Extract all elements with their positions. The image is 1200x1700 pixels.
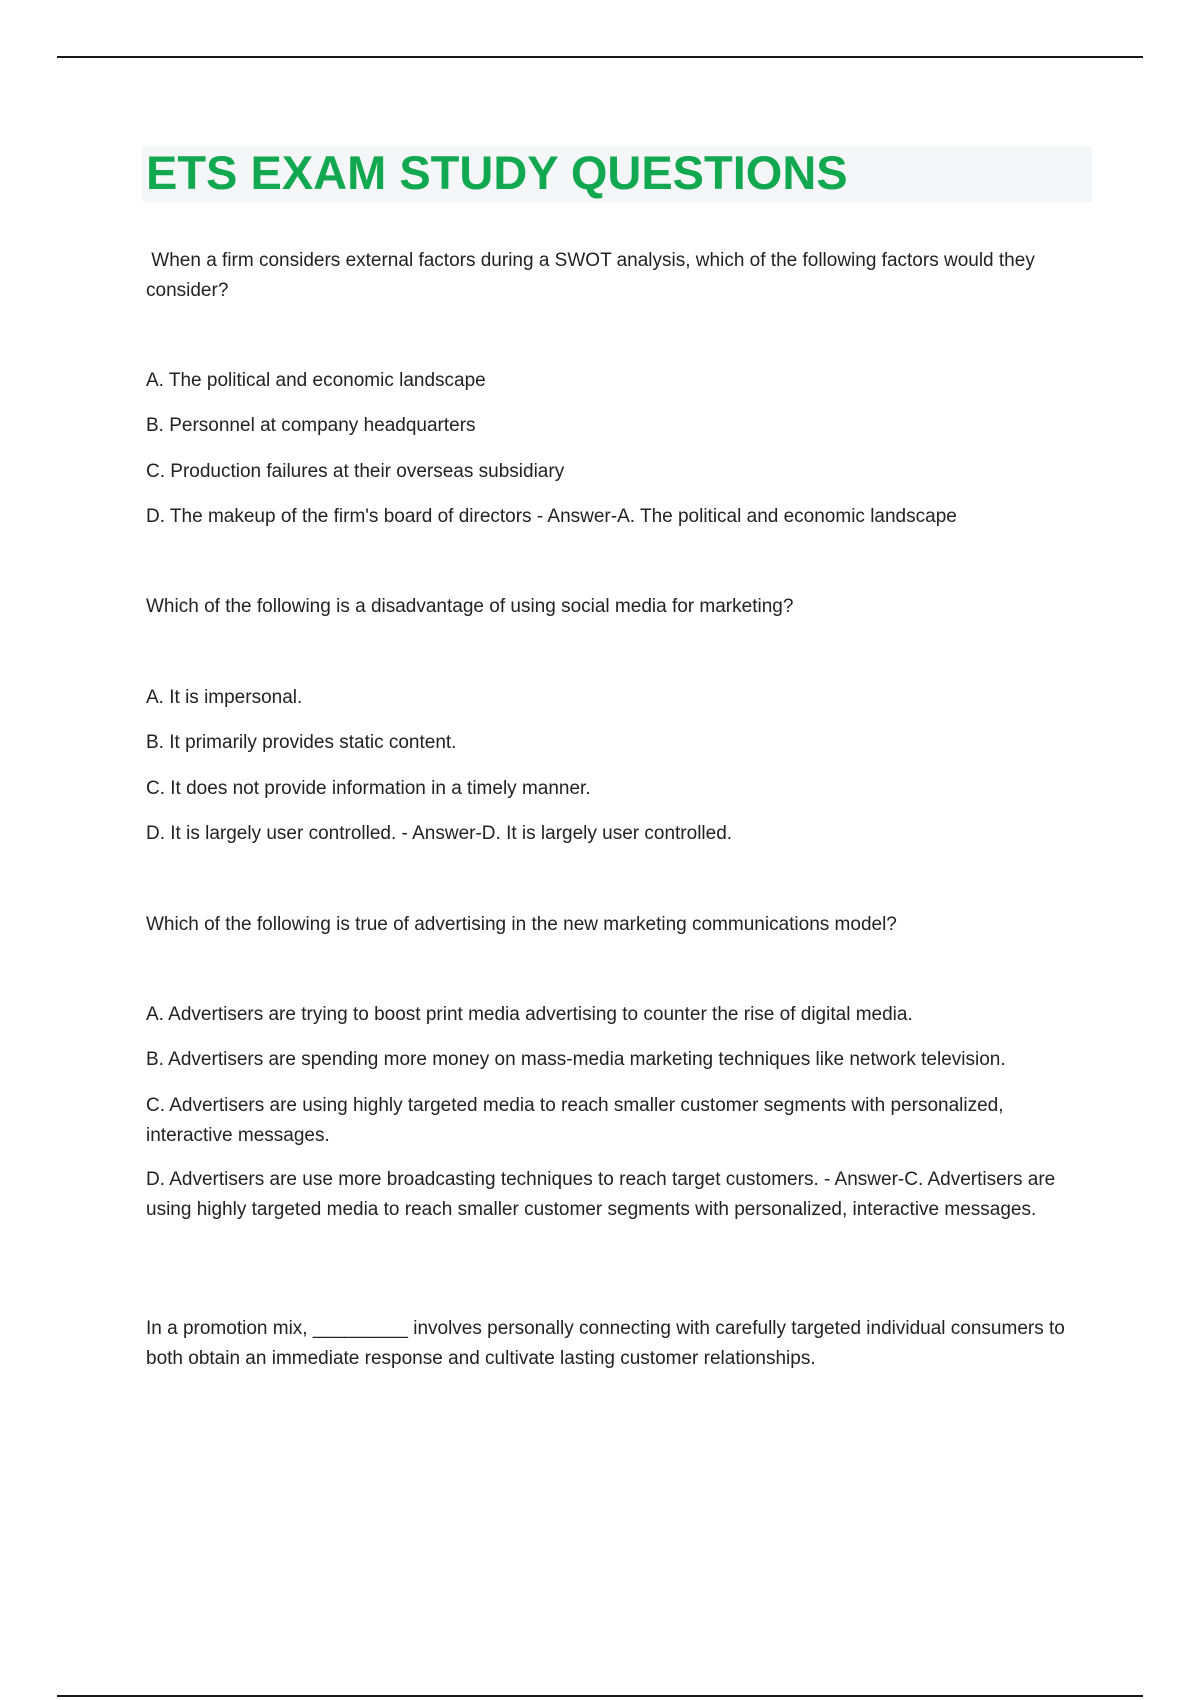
option-text: A. The political and economic landscape: [146, 370, 486, 391]
option-text: D. It is largely user controlled. - Answer-D. It is largely user controlled.: [146, 823, 733, 844]
option-text: B. It primarily provides static content.: [146, 732, 457, 753]
option-text: D. The makeup of the firm's board of directors - Answer-A. The political and economic landscape: [146, 506, 957, 527]
question-2-option-b: [146, 728, 1086, 758]
question-2-option-a: [146, 683, 1086, 713]
question-1-option-d: [146, 502, 1086, 532]
top-divider: [57, 56, 1143, 58]
question-3-option-b: [146, 1045, 1086, 1075]
document-title: ETS EXAM STUDY QUESTIONS: [146, 146, 848, 199]
question-1-option-a: [146, 366, 1086, 396]
option-text: C. Production failures at their overseas subsidiary: [146, 461, 565, 482]
question-1-option-c: [146, 457, 1086, 487]
question-2-option-c: [146, 774, 1086, 804]
question-3-option-c: [146, 1091, 1086, 1151]
question-1-text: [146, 246, 1086, 306]
question-3-option-d: [146, 1165, 1086, 1225]
question-text: Which of the following is true of advertising in the new marketing communications model?: [146, 914, 897, 935]
question-text: When a firm considers external factors during a SWOT analysis, which of the following factors would they consider?: [146, 250, 1041, 301]
option-text: C. Advertisers are using highly targeted media to reach smaller customer segments with personalized, interactive messages.: [146, 1095, 1004, 1146]
option-text: B. Personnel at company headquarters: [146, 415, 476, 436]
question-1-option-b: [146, 411, 1086, 441]
question-text: In a promotion mix, _________ involves personally connecting with carefully targeted individual consumers to both obtain an immediate response and cultivate lasting customer relationships.: [146, 1318, 1065, 1369]
option-text: A. It is impersonal.: [146, 687, 303, 708]
question-2-option-d: [146, 819, 1086, 849]
question-3-option-a: [146, 1000, 1086, 1030]
question-3-text: [146, 910, 1086, 940]
option-text: B. Advertisers are spending more money on mass-media marketing techniques like network television.: [146, 1049, 1006, 1070]
option-text: D. Advertisers are use more broadcasting techniques to reach target customers. - Answer-C. Advertisers are using highly targeted media to reach smaller customer segments with personalized, interactive messages.: [146, 1169, 1056, 1220]
option-text: A. Advertisers are trying to boost print media advertising to counter the rise of digital media.: [146, 1004, 913, 1025]
question-2-text: [146, 592, 1086, 622]
question-text: Which of the following is a disadvantage of using social media for marketing?: [146, 596, 794, 617]
question-4-text: [146, 1314, 1086, 1374]
bottom-divider: [57, 1695, 1143, 1697]
option-text: C. It does not provide information in a timely manner.: [146, 778, 591, 799]
